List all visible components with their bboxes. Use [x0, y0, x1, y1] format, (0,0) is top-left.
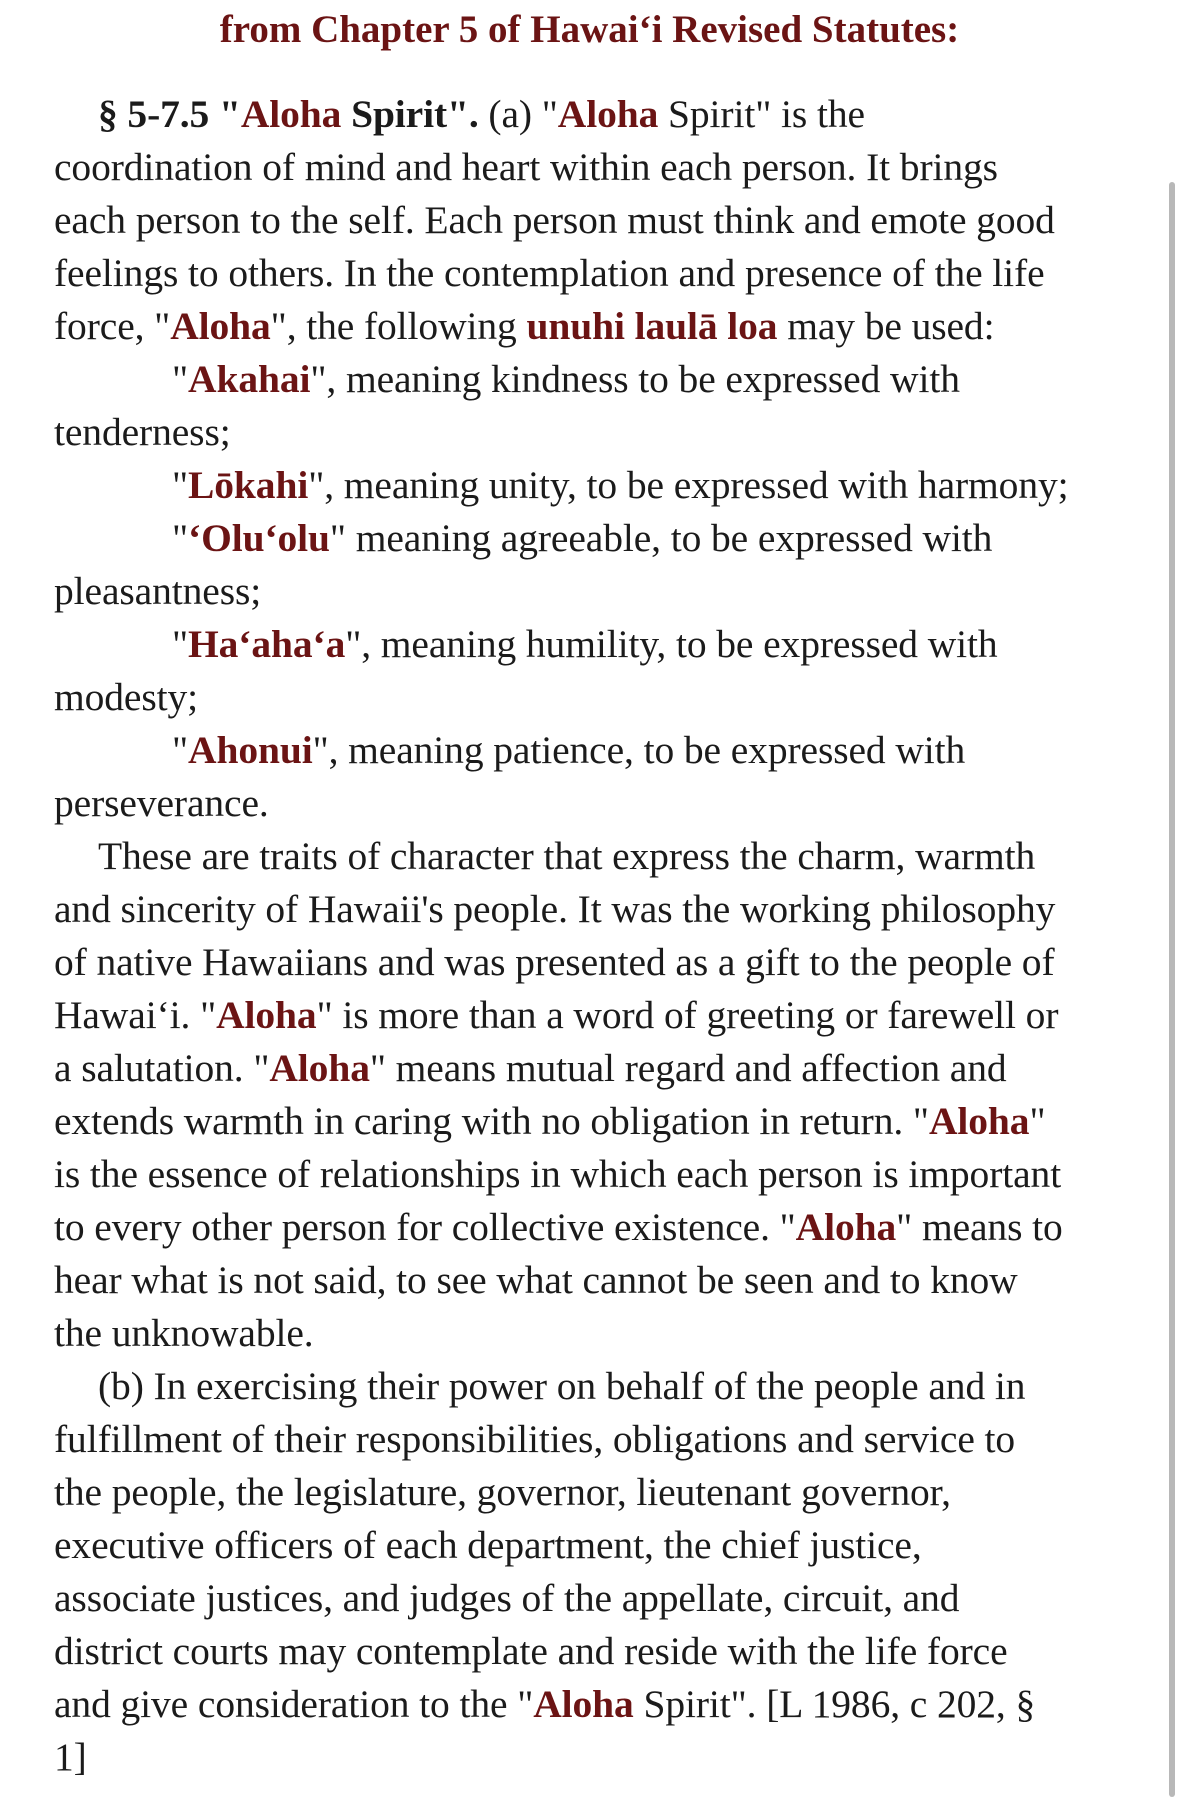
statute-text: [54, 88, 1154, 1784]
para3-line-7-a: and give consideration to the ": [54, 1682, 534, 1726]
trait-quote: ": [172, 728, 189, 772]
trait-continuation: modesty;: [54, 675, 199, 719]
para2-line-8-b: " means to: [896, 1205, 1063, 1249]
para3-line-5: associate justices, and judges of the appellate, circuit, and: [54, 1576, 960, 1620]
trait-description: ", meaning kindness to be expressed with: [310, 357, 960, 401]
trait-oluolu: [54, 512, 1154, 565]
para2-line-1: These are traits of character that express the charm, warmth: [98, 834, 1036, 878]
para3-line-6: district courts may contemplate and reside with the life force: [54, 1629, 1008, 1673]
para2-line-5: [54, 1042, 1154, 1095]
page-heading: from Chapter 5 of Hawai‘i Revised Statutes:: [219, 8, 960, 51]
para2-line-9: hear what is not said, to see what cannot be seen and to know: [54, 1258, 1018, 1302]
section-a-keyword: Aloha: [557, 92, 659, 136]
para3-line-8: 1]: [54, 1735, 87, 1779]
para2-line-10: the unknowable.: [54, 1311, 314, 1355]
para2-line-7: is the essence of relationships in which each person is important: [54, 1152, 1062, 1196]
para2-line-4: [54, 989, 1154, 1042]
para3-line-3: the people, the legislature, governor, lieutenant governor,: [54, 1470, 951, 1514]
para2-line-4-keyword: Aloha: [216, 993, 317, 1037]
trait-lokahi: [54, 459, 1154, 512]
section-a-text-2: Spirit" is the: [658, 92, 865, 136]
trait-keyword: ‘Olu‘olu: [188, 516, 330, 560]
para2-line-6: [54, 1095, 1154, 1148]
para3-line-1: (b) In exercising their power on behalf of the people and in: [98, 1364, 1026, 1408]
section-line-5-c: may be used:: [777, 304, 995, 348]
trait-quote: ": [172, 516, 189, 560]
para2-line-8-keyword: Aloha: [795, 1205, 897, 1249]
trait-keyword: Akahai: [188, 357, 311, 401]
para3-line-7-keyword: Aloha: [533, 1682, 634, 1726]
section-title-keyword: Aloha: [240, 92, 342, 136]
section-line-5-a: force, ": [54, 304, 171, 348]
trait-haahaa: [54, 618, 1154, 671]
para2-line-6-keyword: Aloha: [928, 1099, 1030, 1143]
para2-line-5-a: a salutation. ": [54, 1046, 270, 1090]
section-line-5-b: ", the following: [270, 304, 527, 348]
section-line-4: feelings to others. In the contemplation and presence of the life: [54, 251, 1045, 295]
para3-line-7: [54, 1678, 1154, 1731]
para3-line-4: executive officers of each department, the chief justice,: [54, 1523, 922, 1567]
para2-line-4-b: " is more than a word of greeting or farewell or: [316, 993, 1059, 1037]
section-line-3: each person to the self. Each person must think and emote good: [54, 198, 1055, 242]
section-line-5-keyword-2: unuhi laulā loa: [526, 304, 778, 348]
section-title-rest: Spirit".: [341, 92, 479, 136]
section-line-5-keyword-1: Aloha: [170, 304, 271, 348]
para2-line-5-keyword: Aloha: [269, 1046, 370, 1090]
section-line-2: coordination of mind and heart within each person. It brings: [54, 145, 998, 189]
para2-line-3: of native Hawaiians and was presented as a gift to the people of: [54, 940, 1055, 984]
trait-continuation: tenderness;: [54, 410, 231, 454]
trait-description: ", meaning patience, to be expressed with: [312, 728, 966, 772]
trait-quote: ": [172, 357, 189, 401]
trait-keyword: Ha‘aha‘a: [188, 622, 346, 666]
para3-line-2: fulfillment of their responsibilities, obligations and service to: [54, 1417, 1016, 1461]
trait-continuation: pleasantness;: [54, 569, 262, 613]
para2-line-6-b: ": [1029, 1099, 1046, 1143]
para3-line-7-b: Spirit". [L 1986, c 202, §: [633, 1682, 1036, 1726]
scrollbar-thumb[interactable]: [1169, 182, 1175, 1797]
trait-ahonui: [54, 724, 1154, 777]
para2-line-8-a: to every other person for collective existence. ": [54, 1205, 796, 1249]
section-title-quote: ": [218, 92, 241, 136]
trait-description: ", meaning humility, to be expressed with: [345, 622, 998, 666]
trait-keyword: Lōkahi: [188, 463, 309, 507]
section-line-1: [54, 88, 1154, 141]
para2-line-6-a: extends warmth in caring with no obligation in return. ": [54, 1099, 929, 1143]
trait-akahai: [54, 353, 1154, 406]
vertical-scrollbar[interactable]: [1165, 0, 1179, 1797]
section-line-5: [54, 300, 1154, 353]
para2-line-2: and sincerity of Hawaii's people. It was the working philosophy: [54, 887, 1056, 931]
trait-quote: ": [172, 463, 189, 507]
para2-line-8: [54, 1201, 1154, 1254]
para2-line-5-b: " means mutual regard and affection and: [369, 1046, 1007, 1090]
trait-continuation: perseverance.: [54, 781, 269, 825]
trait-keyword: Ahonui: [188, 728, 313, 772]
para2-line-4-a: Hawai‘i. ": [54, 993, 217, 1037]
trait-quote: ": [172, 622, 189, 666]
section-number: § 5-7.5: [98, 92, 219, 136]
trait-description: ", meaning unity, to be expressed with harmony;: [308, 463, 1069, 507]
trait-description: " meaning agreeable, to be expressed with: [329, 516, 993, 560]
section-a-text-1: (a) ": [478, 92, 558, 136]
